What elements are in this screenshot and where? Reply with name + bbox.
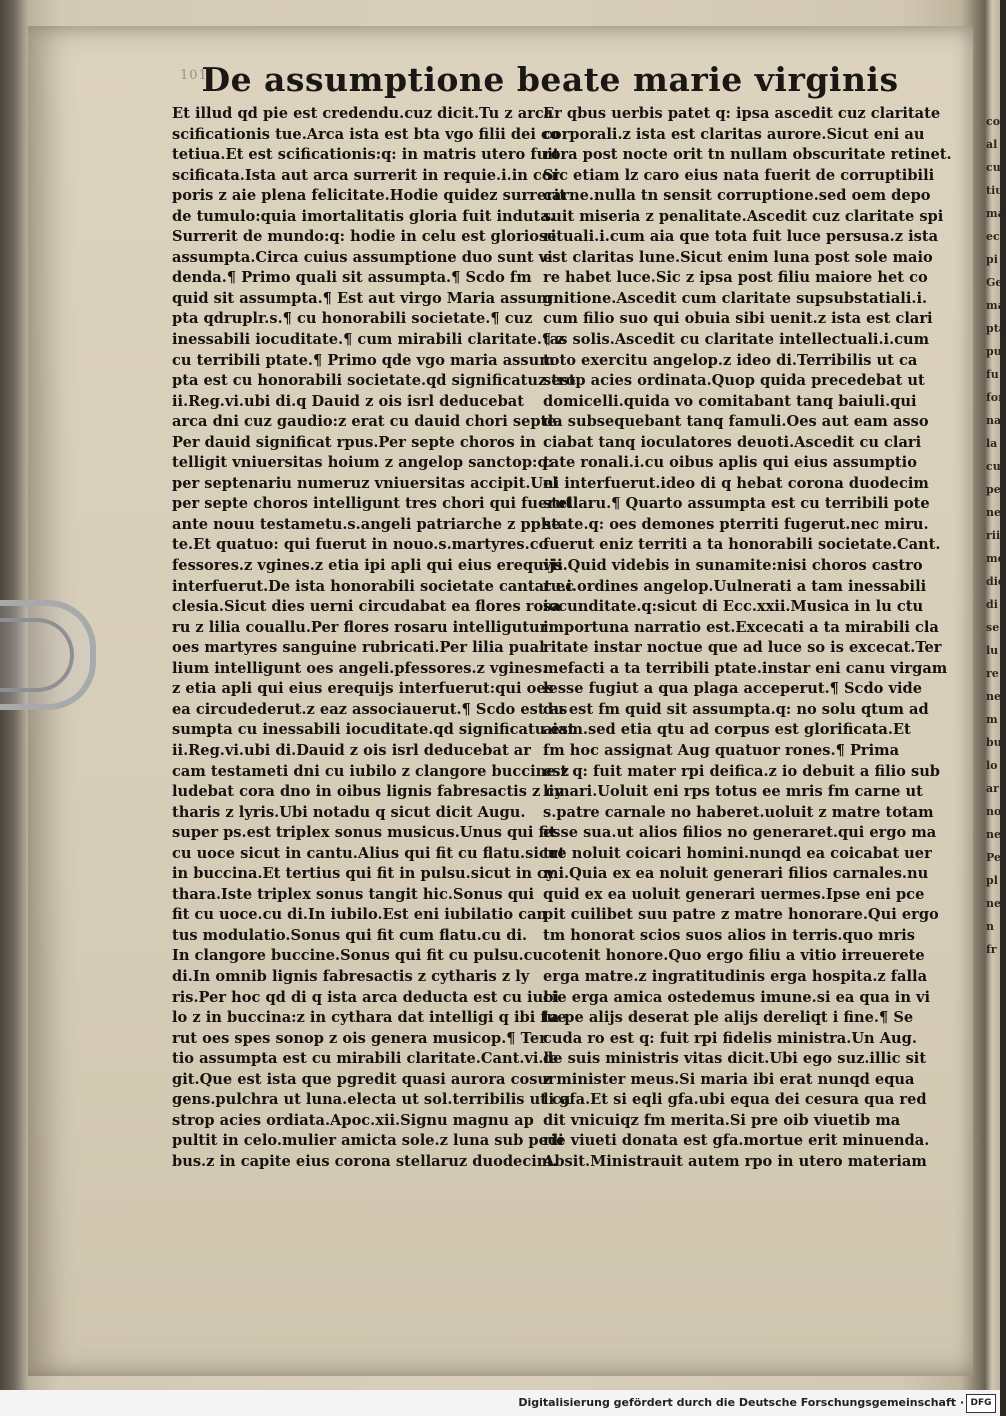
text-line: clesia.Sicut dies uerni circudabat ea flores rosa bbox=[172, 598, 561, 616]
neighbor-fragment: ar bbox=[986, 782, 999, 795]
text-line: In clangore buccine.Sonus qui fit cu pulsu.cu bbox=[172, 947, 544, 965]
text-line: scificata.Ista aut arca surrerit in requie.i.in cor bbox=[172, 166, 560, 184]
text-line: scificationis tue.Arca ista est bta vgo filii dei co bbox=[172, 125, 560, 143]
text-line: gnitione.Ascedit cum claritate supsubstatiali.i. bbox=[543, 289, 928, 307]
text-line: corporali.z ista est claritas aurore.Sicut eni au bbox=[543, 125, 925, 143]
text-line: tetiua.Et est scificationis:q: in matris utero fuit bbox=[172, 146, 560, 164]
text-line: inessabili iocuditate.¶ cum mirabili claritate.¶ z bbox=[172, 331, 565, 349]
neighbor-fragment: ma bbox=[986, 207, 1005, 220]
text-line: rituali.i.cum aia que tota fuit luce persusa.z ista bbox=[543, 228, 939, 246]
text-line: super ps.est triplex sonus musicus.Unus qui fit bbox=[172, 824, 556, 842]
text-line: suit miseria z penalitate.Ascedit cuz claritate spi bbox=[543, 207, 944, 225]
text-line: te.Et quatuo: qui fuerut in nouo.s.martyres.co bbox=[172, 536, 549, 554]
neighbor-fragment: bu bbox=[986, 736, 1002, 749]
text-line: Per dauid significat rpus.Per septe choros in bbox=[172, 433, 536, 451]
text-line: in buccina.Et tertius qui fit in pulsu.sicut in cy bbox=[172, 865, 555, 883]
text-line: lesse fugiut a qua plaga acceperut.¶ Scdo vide bbox=[543, 680, 922, 698]
text-line: ni interfuerut.ideo di q hebat corona duodecim bbox=[543, 474, 929, 492]
neighbor-fragment: re bbox=[986, 667, 999, 680]
text-line: state.q: oes demones pterriti fugerut.nec miru. bbox=[543, 515, 929, 533]
text-line: thara.Iste triplex sonus tangit hic.Sonus qui bbox=[172, 885, 535, 903]
neighbor-fragment: se bbox=[986, 621, 1000, 634]
text-line: assumpta.Circa cuius assumptione duo sunt vi bbox=[172, 248, 553, 266]
text-line: rora post nocte orit tn nullam obscuritate retinet. bbox=[543, 146, 952, 164]
text-line: oes martyres sanguine rubricati.Per lilia pual bbox=[172, 639, 545, 657]
text-line: ru z lilia couallu.Per flores rosaru intelligutur bbox=[172, 618, 548, 636]
neighbor-fragment: rii bbox=[986, 529, 1001, 542]
text-line: rut oes spes sonop z ois genera musicop.¶ Ter bbox=[172, 1029, 547, 1047]
text-line: mefacti a ta terribili ptate.instar eni canu virgam bbox=[543, 659, 948, 677]
text-line: tate ronali.i.cu oibus aplis qui eius assumptio bbox=[543, 454, 917, 472]
text-line: Er qbus uerbis patet q: ipsa ascedit cuz claritate bbox=[543, 105, 941, 122]
neighbor-fragment: tiu bbox=[986, 184, 1004, 197]
neighbor-fragment: Pe bbox=[986, 851, 1001, 864]
neighbor-fragment: no bbox=[986, 805, 1002, 818]
text-line: dit vnicuiqz fm merita.Si pre oib viuetib ma bbox=[543, 1111, 901, 1129]
text-line: ris.Per hoc qd di q ista arca deducta est cu iubi bbox=[172, 988, 559, 1006]
text-line: pta est cu honorabili societate.qd significatuz est bbox=[172, 372, 576, 390]
neighbor-fragment: lu bbox=[986, 644, 999, 657]
text-line: sumpta cu inessabili iocuditate.qd significatu est bbox=[172, 721, 575, 739]
text-line: strop acies ordinata.Quop quida precedebat ut bbox=[543, 372, 925, 390]
text-line: lium intelligunt oes angeli.pfessores.z vgines. bbox=[172, 659, 548, 677]
text-line: ante nouu testametu.s.angeli patriarche z pphe bbox=[172, 515, 561, 533]
text-line: limari.Uoluit eni rps totus ee mris fm carne ut bbox=[543, 783, 923, 801]
text-line: tus modulatio.Sonus qui fit cum flatu.cu di. bbox=[172, 926, 528, 944]
text-line: du est fm quid sit assumpta.q: no solu qtum ad bbox=[543, 700, 929, 718]
neighbor-fragment: pl bbox=[986, 874, 998, 887]
footer-credit: Digitalisierung gefördert durch die Deutsche Forschungsgemeinschaft · bbox=[518, 1396, 964, 1409]
neighbor-fragment: me bbox=[986, 552, 1005, 565]
text-line: arca dni cuz gaudio:z erat cu dauid chori septe. bbox=[172, 413, 562, 431]
text-line: fuerut eniz territi a ta honorabili societate.Cant. bbox=[543, 536, 941, 554]
text-column-right bbox=[543, 104, 952, 1172]
text-line: denda.¶ Primo quali sit assumpta.¶ Scdo fm bbox=[172, 269, 532, 287]
text-line: cotenit honore.Quo ergo filiu a vitio irreuerete bbox=[543, 947, 925, 965]
text-line: Absit.Ministrauit autem rpo in utero materiam bbox=[543, 1152, 927, 1170]
neighbor-fragment: ne bbox=[986, 828, 1001, 841]
text-line: de tumulo:quia imortalitatis gloria fuit induta. bbox=[172, 207, 555, 225]
neighbor-fragment: pu bbox=[986, 345, 1002, 358]
text-line: cum filio suo qui obuia sibi uenit.z ista est clari bbox=[543, 310, 933, 328]
neighbor-fragment: fr bbox=[986, 943, 997, 956]
neighbor-fragment: ne bbox=[986, 506, 1001, 519]
neighbor-fragment: n bbox=[986, 920, 994, 933]
page-title: De assumptione beate marie virginis bbox=[201, 60, 899, 99]
text-line: de suis ministris vitas dicit.Ubi ego suz.illic sit bbox=[543, 1050, 927, 1068]
text-line: ta pe alijs deserat ple alijs dereliqt i fine.¶ Se bbox=[543, 1009, 914, 1027]
text-column-left bbox=[172, 104, 576, 1172]
text-line: bus.z in capite eius corona stellaruz duodecim. bbox=[172, 1152, 558, 1170]
text-line: fit cu uoce.cu di.In iubilo.Est eni iubilatio can bbox=[172, 906, 548, 924]
text-line: s.patre carnale no haberet.uoluit z matre totam bbox=[543, 803, 934, 821]
text-line: li gfa.Et si eqli gfa.ubi equa dei cesura qua red bbox=[543, 1091, 927, 1109]
neighbor-fragment: co bbox=[986, 115, 1001, 128]
digitization-footer bbox=[0, 1390, 1000, 1416]
text-line: di.In omnib lignis fabresactis z cytharis z ly bbox=[172, 967, 530, 985]
text-line: fessores.z vgines.z etia ipi apli qui eius erequijs bbox=[172, 557, 563, 575]
neighbor-fragment: for bbox=[986, 391, 1004, 404]
text-line: toto exercitu angelop.z ideo di.Terribilis ut ca bbox=[543, 351, 918, 369]
text-line: ciabat tanq ioculatores deuoti.Ascedit cu clari bbox=[543, 433, 922, 451]
text-line: gens.pulchra ut luna.electa ut sol.terribilis ut ca bbox=[172, 1091, 571, 1109]
neighbor-fragment: pta bbox=[986, 322, 1006, 335]
text-line: per septe choros intelligunt tres chori qui fuerut bbox=[172, 495, 573, 513]
neighbor-fragment: di bbox=[986, 598, 998, 611]
neighbor-fragment: fu bbox=[986, 368, 999, 381]
neighbor-fragment: ne bbox=[986, 690, 1001, 703]
text-line: stellaru.¶ Quarto assumpta est cu terribili pote bbox=[543, 495, 930, 513]
neighbor-fragment: m bbox=[986, 713, 998, 726]
neighbor-fragment: cu bbox=[986, 161, 1001, 174]
text-line: quid sit assumpta.¶ Est aut virgo Maria assum bbox=[172, 289, 553, 307]
text-line: importuna narratio est.Excecati a ta mirabili cla bbox=[543, 618, 939, 636]
text-line: re habet luce.Sic z ipsa post filiu maiore het co bbox=[543, 269, 928, 287]
text-line: tre noluit coicari homini.nunqd ea coicabat uer bbox=[543, 844, 932, 862]
text-line: est q: fuit mater rpi deifica.z io debuit a filio sub bbox=[543, 762, 941, 780]
text-line: ea circudederut.z eaz associauerut.¶ Scdo est as bbox=[172, 700, 568, 718]
text-line: da subsequebant tanq famuli.Oes aut eam asso bbox=[543, 413, 929, 431]
text-line: z etia apli qui eius erequijs interfuerut:qui oes bbox=[172, 680, 554, 698]
text-line: lo z in buccina:z in cythara dat intelligi q ibi fue bbox=[172, 1009, 567, 1027]
text-line: telligit vniuersitas hoium z angelop sanctop:q: bbox=[172, 454, 554, 472]
neighbor-fragment: pe bbox=[986, 483, 1001, 496]
text-line: ii.Reg.vi.ubi di.Dauid z ois isrl deducebat ar bbox=[172, 741, 531, 759]
text-line: vii.Quid videbis in sunamite:nisi choros castro bbox=[543, 557, 923, 575]
text-line: aiam.sed etia qtu ad corpus est glorificata.Et bbox=[543, 721, 911, 739]
text-line: git.Que est ista que pgredit quasi aurora cosur bbox=[172, 1070, 556, 1088]
text-line: Sic etiam lz caro eius nata fuerit de corruptibili bbox=[543, 166, 935, 184]
text-line: mi.Quia ex ea noluit generari filios carnales.nu bbox=[543, 865, 929, 883]
text-line: cie erga amica ostedemus imune.si ea qua in vi bbox=[543, 988, 931, 1006]
text-line: quid ex ea uoluit generari uermes.Ipse eni pce bbox=[543, 885, 925, 903]
neighbor-fragment: lo bbox=[986, 759, 998, 772]
dfg-logo: DFG bbox=[966, 1394, 996, 1413]
text-line: z minister meus.Si maria ibi erat nunqd equa bbox=[543, 1070, 915, 1088]
text-line: Surrerit de mundo:q: hodie in celu est gloriose bbox=[172, 228, 557, 246]
text-line: cu terribili ptate.¶ Primo qde vgo maria assum bbox=[172, 351, 555, 369]
text-line: pta qdruplr.s.¶ cu honorabili societate.¶ cuz bbox=[172, 310, 533, 328]
text-line: cu uoce sicut in cantu.Alius qui fit cu flatu.sicut bbox=[172, 844, 566, 862]
neighbor-fragment: al bbox=[986, 138, 998, 151]
text-line: Et illud qd pie est credendu.cuz dicit.Tu z arca bbox=[172, 105, 554, 122]
text-line: strop acies ordiata.Apoc.xii.Signu magnu ap bbox=[172, 1111, 534, 1129]
text-line: iocunditate.q:sicut di Ecc.xxii.Musica in lu ctu bbox=[543, 598, 924, 616]
text-line: ii.Reg.vi.ubi di.q Dauid z ois isrl deducebat bbox=[172, 392, 524, 410]
text-line: rie viueti donata est gfa.mortue erit minuenda. bbox=[543, 1132, 930, 1150]
folio-number: 101 bbox=[180, 68, 208, 83]
text-line: ritate instar noctue que ad luce so is excecat.Ter bbox=[543, 639, 942, 657]
text-line: erga matre.z ingratitudinis erga hospita.z falla bbox=[543, 967, 928, 985]
neighbor-fragment: ne bbox=[986, 897, 1001, 910]
text-line: tm honorat scios suos alios in terris.quo mris bbox=[543, 926, 916, 944]
text-line: ru.i.ordines angelop.Uulnerati a tam inessabili bbox=[543, 577, 927, 595]
metal-clip-inner bbox=[0, 618, 74, 692]
text-line: cam testameti dni cu iubilo z clangore buccine.z bbox=[172, 762, 569, 780]
text-line: tio assumpta est cu mirabili claritate.Cant.vi.le bbox=[172, 1050, 559, 1068]
neighbor-fragment: na bbox=[986, 414, 1002, 427]
neighbor-fragment: die bbox=[986, 575, 1005, 588]
text-line: cuda ro est q: fuit rpi fidelis ministra.Un Aug. bbox=[543, 1029, 917, 1047]
neighbor-fragment: Ge bbox=[986, 276, 1003, 289]
text-line: tharis z lyris.Ubi notadu q sicut dicit Augu. bbox=[172, 803, 526, 821]
text-line: ludebat cora dno in oibus lignis fabresactis z cy bbox=[172, 783, 563, 801]
neighbor-fragment: cu bbox=[986, 460, 1001, 473]
neighbor-fragment: la bbox=[986, 437, 998, 450]
text-line: interfuerut.De ista honorabili societate cantat ec bbox=[172, 577, 575, 595]
text-line: domicelli.quida vo comitabant tanq baiuli.qui bbox=[543, 392, 917, 410]
text-line: per septenariu numeruz vniuersitas accipit.Uel bbox=[172, 474, 558, 492]
text-line: tas solis.Ascedit cu claritate intellectuali.i.cum bbox=[543, 331, 930, 349]
text-line: est claritas lune.Sicut enim luna post sole maio bbox=[543, 248, 933, 266]
text-line: pit cuilibet suu patre z matre honorare.Qui ergo bbox=[543, 906, 939, 924]
neighbor-fragment: pi bbox=[986, 253, 998, 266]
text-line: esse sua.ut alios filios no generaret.qui ergo ma bbox=[543, 824, 937, 842]
text-line: pultit in celo.mulier amicta sole.z luna sub pedi bbox=[172, 1132, 564, 1150]
neighbor-page-edge bbox=[986, 110, 1006, 961]
text-line: carne.nulla tn sensit corruptione.sed oem depo bbox=[543, 187, 931, 205]
neighbor-fragment: eci bbox=[986, 230, 1004, 243]
text-line: fm hoc assignat Aug quatuor rones.¶ Prima bbox=[543, 741, 900, 759]
neighbor-fragment: ma bbox=[986, 299, 1005, 312]
text-line: poris z aie plena felicitate.Hodie quidez surrerit bbox=[172, 187, 567, 205]
